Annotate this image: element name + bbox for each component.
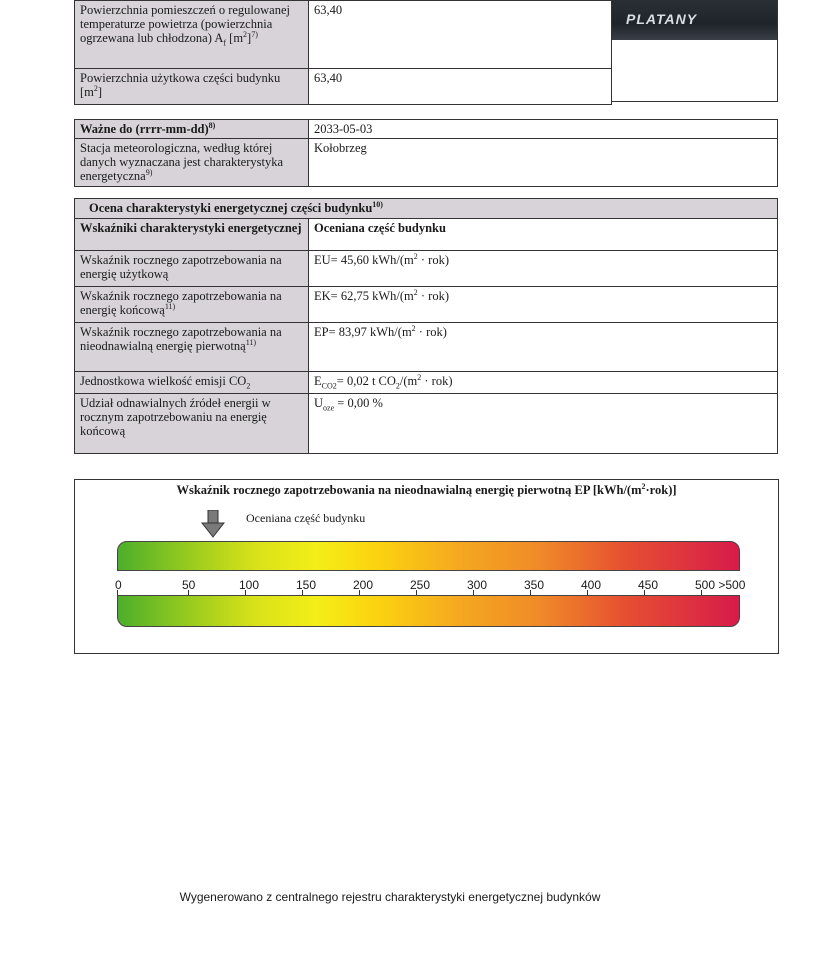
scale-tick-label: 350: [524, 578, 545, 592]
marker-label: Oceniana część budynku: [246, 511, 366, 525]
assessed-part-column-header: Oceniana część budynku: [309, 219, 778, 251]
scale-tick-label: 200: [353, 578, 374, 592]
emission-row: [75, 372, 778, 394]
heated-area-value: 63,40: [309, 1, 612, 69]
eu-row: [75, 251, 778, 287]
scale-tick-label: 500 >500: [695, 578, 746, 592]
scale-tick-label: 250: [410, 578, 431, 592]
assessment-title: Ocena charakterystyki energetycznej części budynku$^{10)}$: [75, 199, 778, 219]
usable-area-label: Powierzchnia użytkowa części budynku $[m^2]$: [75, 69, 309, 105]
scale-tick-label: 0: [115, 578, 122, 592]
ep-label: Wskaźnik rocznego zapotrzebowania na nieodnawialną energię pierwotną$^{11)}$: [75, 323, 309, 372]
assessment-title-row: [75, 199, 778, 219]
energy-scale-panel: [74, 479, 779, 654]
usable-area-row: [75, 69, 612, 105]
weather-station-row: [75, 139, 778, 187]
valid-until-label: Ważne do (rrrr-mm-dd)$^{8)}$: [75, 120, 309, 139]
emission-label: Jednostkowa wielkość emisji $CO_2$: [75, 372, 309, 394]
photo-brand-text: PLATANY: [626, 11, 698, 27]
ek-value: EK= 62,75 kWh/$(m^2 \cdot rok)$: [309, 287, 778, 323]
scale-tick-label: 300: [467, 578, 488, 592]
area-table: [74, 0, 612, 105]
scale-tick-label: 400: [581, 578, 602, 592]
renewable-row: [75, 394, 778, 454]
scale-tick-label: 50: [182, 578, 196, 592]
energy-scale-title: Wskaźnik rocznego zapotrzebowania na nieodnawialną energię pierwotną EP $[kWh/(m^2\cdot rok)]$: [176, 481, 677, 497]
scale-bar-bottom: [117, 595, 740, 627]
scale-ticks: [75, 480, 778, 653]
eu-value: EU= 45,60 kWh/$(m^2 \cdot rok)$: [309, 251, 778, 287]
emission-value: $E_{CO2}= 0,02$ t $CO_2/(m^2 \cdot rok)$: [309, 372, 778, 394]
ek-label: Wskaźnik rocznego zapotrzebowania na energię końcową$^{11)}$: [75, 287, 309, 323]
weather-station-value: Kołobrzeg: [309, 139, 778, 187]
heated-area-row: [75, 1, 612, 69]
ek-row: [75, 287, 778, 323]
assessment-table: [74, 198, 778, 454]
ep-row: [75, 323, 778, 372]
building-photo: [612, 0, 777, 40]
renewable-label: Udział odnawialnych źródeł energii w rocznym zapotrzebowaniu na energię końcową: [75, 394, 309, 454]
scale-tick-label: 450: [638, 578, 659, 592]
footer-note: Wygenerowano z centralnego rejestru charakterystyki energetycznej budynków: [179, 890, 601, 904]
scale-tick-label: 150: [296, 578, 317, 592]
indicator-column-header: Wskaźniki charakterystyki energetycznej: [75, 219, 309, 251]
assessment-header-row: [75, 219, 778, 251]
eu-label: Wskaźnik rocznego zapotrzebowania na energię użytkową: [75, 251, 309, 287]
usable-area-value: 63,40: [309, 69, 612, 105]
ep-value: EP= 83,97 kWh/$(m^2 \cdot rok)$: [309, 323, 778, 372]
valid-until-row: [75, 120, 778, 139]
renewable-value: $U_{oze} = 0,00$ %: [309, 394, 778, 454]
scale-tick-label: 100: [239, 578, 260, 592]
weather-station-label: Stacja meteorologiczna, według której danych wyznaczana jest charakterystyka energetyczna$^{9)}$: [75, 139, 309, 187]
heated-area-label: Powierzchnia pomieszczeń o regulowanej temperaturze powietrza (powierzchnia ogrzewana lub chłodzona) $A_f$ $[m^2]^{7)}$: [75, 1, 309, 69]
valid-until-value: 2033-05-03: [309, 120, 778, 139]
validity-table: [74, 119, 778, 187]
